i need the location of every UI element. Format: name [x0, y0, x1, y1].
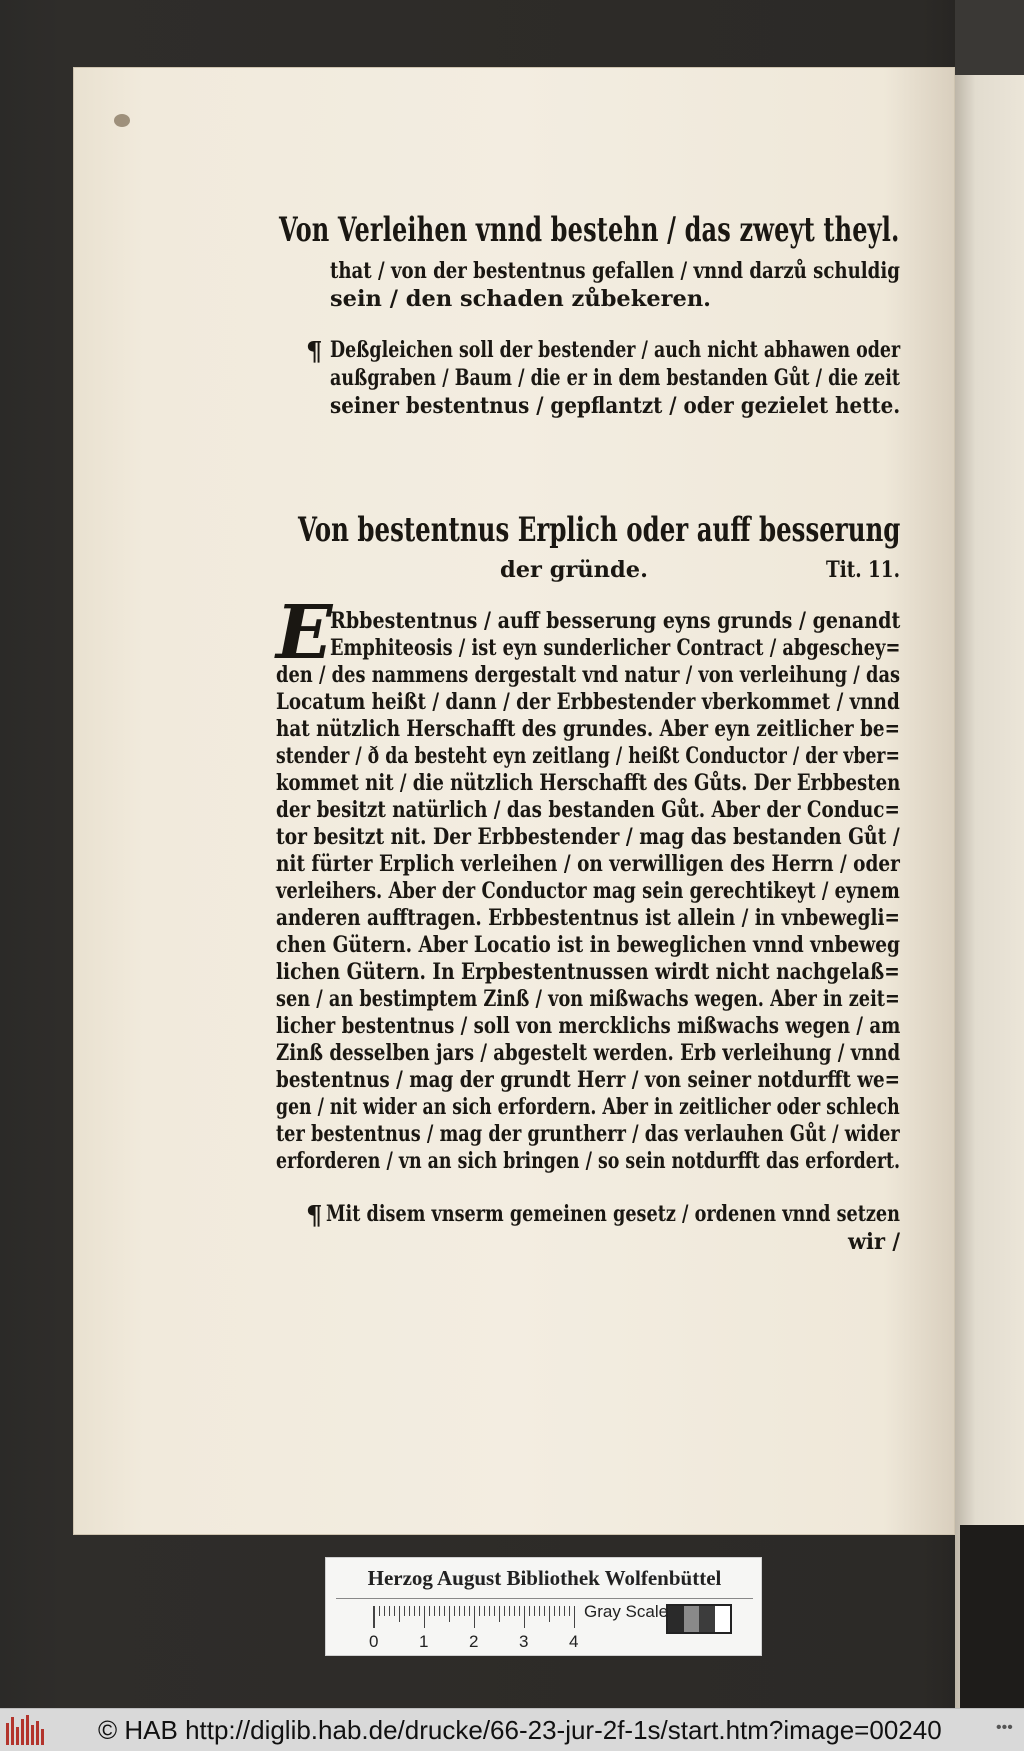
- body-line: Rbbestentnus / auff besserung eyns grunds / genandt: [330, 608, 901, 634]
- logo-bar: [11, 1717, 14, 1745]
- paragraph-mark: ¶: [306, 1201, 323, 1231]
- ruler-tick: [444, 1606, 445, 1616]
- ruler-tick: [519, 1606, 520, 1616]
- body-line: kommet nit / die nützlich Herschafft des Gůts. Der Erbbesten: [276, 770, 901, 796]
- ruler-tick: [524, 1606, 525, 1628]
- section-title: Von bestentnus Erplich oder auff besserung: [298, 510, 901, 550]
- body-line: verleihers. Aber der Conductor mag sein gerechtikeyt / eynem: [276, 878, 900, 904]
- ruler-tick: [549, 1606, 550, 1622]
- ruler-tick: [504, 1606, 505, 1616]
- ruler-tick: [489, 1606, 490, 1616]
- ruler-tick: [419, 1606, 420, 1616]
- ruler-number: 0: [369, 1632, 379, 1651]
- gray-swatch: [715, 1606, 731, 1632]
- page-stain: [114, 114, 130, 127]
- ruler-tick: [554, 1606, 555, 1616]
- library-name: Herzog August Bibliothek Wolfenbüttel: [367, 1566, 722, 1590]
- ruler-number: 4: [569, 1632, 579, 1651]
- body-line: bestentnus / mag der grundt Herr / von seiner notdurfft we=: [276, 1067, 901, 1093]
- ruler-tick: [379, 1606, 380, 1616]
- color-scale-card: [325, 1557, 762, 1656]
- running-header: Von Verleihen vnnd bestehn / das zweyt theyl.: [279, 210, 900, 250]
- ruler-tick: [409, 1606, 410, 1616]
- ruler-tick: [509, 1606, 510, 1616]
- ruler-tick: [474, 1606, 475, 1628]
- body-line: den / des nammens dergestalt vnd natur / von verleihung / das: [276, 662, 901, 688]
- text-line: seiner bestentnus / gepflantzt / oder gezielet hette.: [330, 393, 901, 419]
- ruler-tick: [544, 1606, 545, 1616]
- logo-bar: [21, 1719, 24, 1745]
- footer-url[interactable]: © HAB http://diglib.hab.de/drucke/66-23-jur-2f-1s/start.htm?image=00240: [98, 1715, 942, 1745]
- ruler-tick: [424, 1606, 425, 1628]
- grayscale-label: Gray Scale: [584, 1602, 669, 1621]
- more-icon[interactable]: •••: [996, 1719, 1013, 1736]
- text-line: that / von der bestentnus gefallen / vnnd darzů schuldig: [330, 258, 900, 284]
- text-line: außgraben / Baum / die er in dem bestanden Gůt / die zeit: [330, 365, 901, 391]
- ruler-tick: [374, 1606, 375, 1628]
- ruler-tick: [449, 1606, 450, 1622]
- body-line: gen / nit wider an sich erfordern. Aber in zeitlicher oder schlech: [276, 1094, 900, 1120]
- body-line: sen / an bestimptem Zinß / von mißwachs wegen. Aber in zeit=: [276, 986, 900, 1012]
- text-line: Deßgleichen soll der bestender / auch nicht abhawen oder: [330, 337, 901, 363]
- body-line: erforderen / vn an sich bringen / so sein notdurfft das erfordert.: [276, 1148, 901, 1174]
- logo-bar: [36, 1721, 39, 1745]
- gray-swatch: [668, 1606, 684, 1632]
- body-line: Emphiteosis / ist eyn sunderlicher Contract / abgeschey=: [330, 635, 901, 661]
- ruler-scale: [373, 1606, 577, 1628]
- ruler-tick: [499, 1606, 500, 1622]
- catchword: wir /: [848, 1229, 900, 1255]
- logo-bar: [16, 1727, 19, 1745]
- body-line: Locatum heißt / dann / der Erbbestender vberkommet / vnnd: [276, 689, 900, 715]
- logo-bar: [31, 1725, 34, 1745]
- body-line: stender / ð da besteht eyn zeitlang / heißt Conductor / der vber=: [276, 743, 900, 769]
- body-line: Zinß desselben jars / abgestelt werden. Erb verleihung / vnnd: [276, 1040, 901, 1066]
- ruler-number: 1: [419, 1632, 429, 1651]
- gray-swatch: [699, 1606, 715, 1632]
- ruler-tick: [439, 1606, 440, 1616]
- ruler-tick: [399, 1606, 400, 1622]
- ruler-tick: [389, 1606, 390, 1616]
- ruler-tick: [559, 1606, 560, 1616]
- logo-bar: [26, 1715, 29, 1745]
- ruler-tick: [404, 1606, 405, 1616]
- section-number: Tit. 11.: [826, 557, 901, 583]
- ruler-tick: [414, 1606, 415, 1616]
- body-line: der besitzt natürlich / das bestanden Gůt. Aber der Conduc=: [276, 797, 900, 823]
- ruler-tick: [529, 1606, 530, 1616]
- scan-corner: [955, 0, 1024, 75]
- text-line: sein / den schaden zůbekeren.: [330, 286, 712, 312]
- ruler-tick: [484, 1606, 485, 1616]
- logo-bar: [6, 1723, 9, 1745]
- body-line: anderen aufftragen. Erbbestentnus ist allein / in vnbewegli=: [276, 905, 900, 931]
- ruler-tick: [454, 1606, 455, 1616]
- adjacent-page-shadow: [960, 1525, 1024, 1715]
- grayscale-swatches: [666, 1604, 732, 1634]
- body-line: hat nützlich Herschafft des grundes. Aber eyn zeitlicher be=: [276, 716, 900, 742]
- body-line: tor besitzt nit. Der Erbbestender / mag das bestanden Gůt /: [276, 824, 900, 850]
- text-line: Mit disem vnserm gemeinen gesetz / ordenen vnnd setzen: [326, 1201, 900, 1227]
- ruler-tick: [539, 1606, 540, 1616]
- body-line: licher bestentnus / soll von mercklichs mißwachs wegen / am: [276, 1013, 901, 1039]
- body-line: nit fürter Erplich verleihen / on verwilligen des Herrn / oder: [276, 851, 900, 877]
- body-line: ter bestentnus / mag der gruntherr / das verlauhen Gůt / wider: [276, 1121, 900, 1147]
- ruler-tick: [429, 1606, 430, 1616]
- drop-cap: E: [276, 590, 333, 676]
- ruler-tick: [514, 1606, 515, 1616]
- ruler-tick: [384, 1606, 385, 1616]
- ruler-tick: [459, 1606, 460, 1616]
- ruler-tick: [479, 1606, 480, 1616]
- ruler-tick: [574, 1606, 575, 1628]
- ruler-number: 2: [469, 1632, 479, 1651]
- gray-swatch: [684, 1606, 700, 1632]
- ruler-tick: [464, 1606, 465, 1616]
- ruler-tick: [494, 1606, 495, 1616]
- divider: [336, 1598, 753, 1599]
- ruler-number: 3: [519, 1632, 529, 1651]
- body-line: chen Gütern. Aber Locatio ist in beweglichen vnnd vnbeweg: [276, 932, 901, 958]
- section-title-cont: der gründe.: [500, 557, 648, 583]
- ruler-tick: [569, 1606, 570, 1616]
- paragraph-mark: ¶: [306, 337, 323, 367]
- body-line: lichen Gütern. In Erpbestentnussen wirdt nicht nachgelaß=: [276, 959, 900, 985]
- ruler-tick: [434, 1606, 435, 1616]
- footer-bar: [0, 1708, 1024, 1751]
- ruler-tick: [394, 1606, 395, 1616]
- hab-logo-icon: [6, 1715, 46, 1745]
- logo-bar: [41, 1729, 44, 1745]
- ruler-tick: [534, 1606, 535, 1616]
- ruler-tick: [469, 1606, 470, 1616]
- adjacent-page: [955, 75, 1024, 1715]
- ruler-tick: [564, 1606, 565, 1616]
